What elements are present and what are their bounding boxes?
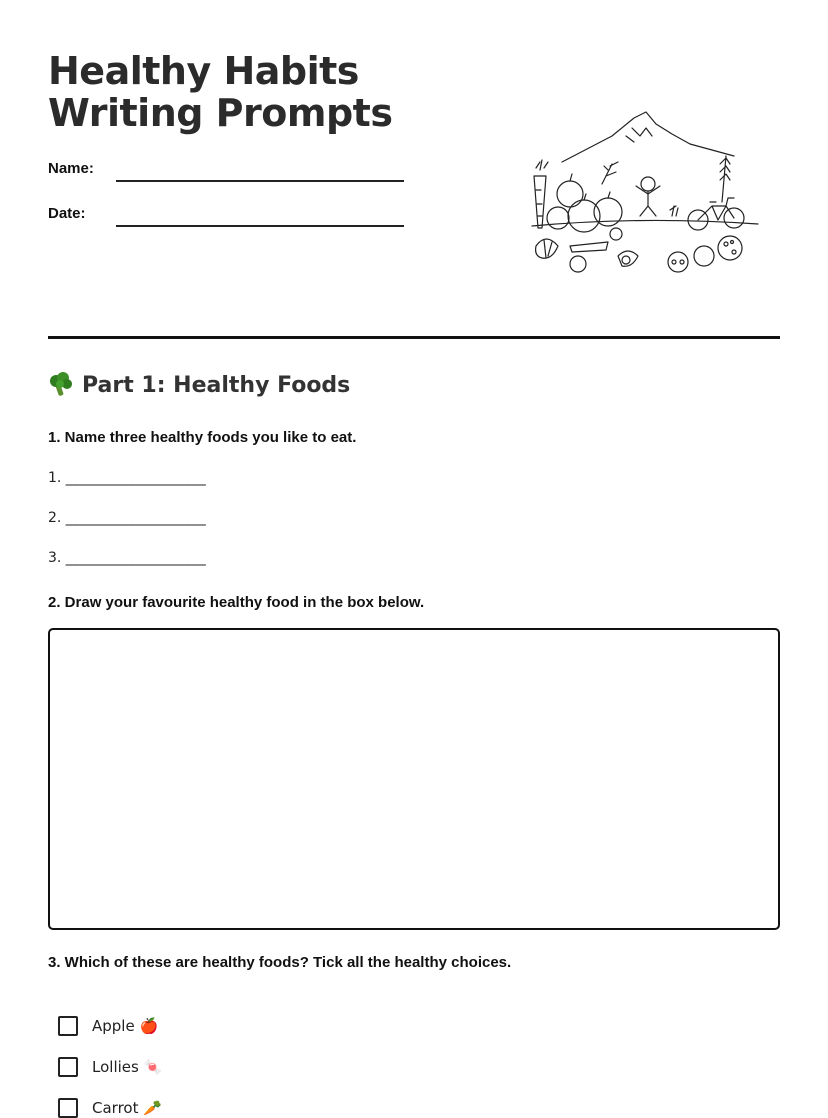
question-3: 3. Which of these are healthy foods? Tick all the healthy choices. <box>48 954 512 971</box>
answer-line-2[interactable]: 2. ____________________ <box>48 510 206 526</box>
question-2: 2. Draw your favourite healthy food in the box below. <box>48 594 425 611</box>
choice-carrot[interactable] <box>58 1098 162 1118</box>
healthy-habits-illustration <box>522 106 762 278</box>
choice-apple[interactable] <box>58 1016 158 1036</box>
name-field[interactable] <box>116 180 404 182</box>
broccoli-icon <box>48 372 74 398</box>
section-divider <box>48 336 780 339</box>
page-title: Healthy Habits Writing Prompts <box>48 49 393 135</box>
date-label: Date: <box>48 205 86 222</box>
answer-line-3[interactable]: 3. ____________________ <box>48 550 206 566</box>
checkbox[interactable] <box>58 1057 78 1077</box>
checkbox[interactable] <box>58 1098 78 1118</box>
date-field[interactable] <box>116 225 404 227</box>
choice-label: Apple 🍎 <box>92 1017 159 1035</box>
name-label: Name: <box>48 160 94 177</box>
answer-line-1[interactable]: 1. ____________________ <box>48 470 206 486</box>
choice-label: Lollies 🍬 <box>92 1058 163 1076</box>
choice-label: Carrot 🥕 <box>92 1099 162 1117</box>
checkbox[interactable] <box>58 1016 78 1036</box>
question-1: 1. Name three healthy foods you like to eat. <box>48 429 357 446</box>
part1-heading <box>48 372 350 398</box>
choice-lollies[interactable] <box>58 1057 162 1077</box>
drawing-box[interactable] <box>48 628 780 930</box>
part1-title: Part 1: Healthy Foods <box>82 372 351 398</box>
